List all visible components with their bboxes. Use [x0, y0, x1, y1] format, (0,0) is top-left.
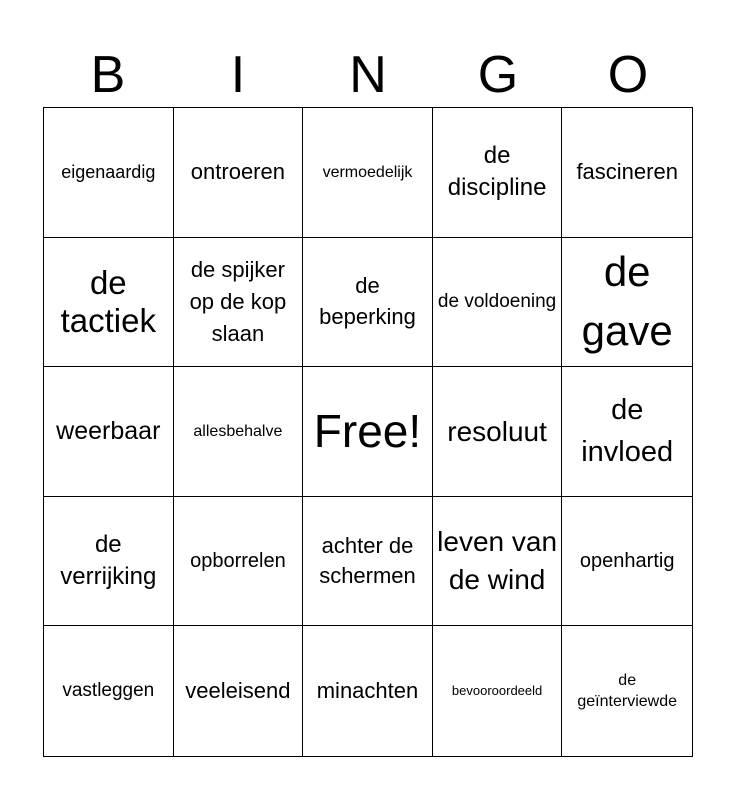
bingo-cell[interactable] [174, 238, 304, 368]
cell-text: resoluut [447, 415, 547, 447]
cell-text: minachten [316, 678, 419, 703]
bingo-cell[interactable] [174, 626, 304, 756]
header-letter-n: N [349, 46, 387, 104]
cell-text: de gave [581, 248, 673, 354]
header-letter-i: I [230, 46, 246, 104]
cell-text: eigenaardig [61, 161, 156, 182]
cell-text: allesbehalve [193, 422, 283, 440]
bingo-cell[interactable] [44, 108, 174, 238]
bingo-cell[interactable] [44, 626, 174, 756]
header-letter-g: G [477, 46, 519, 104]
header-letter-b: B [90, 46, 126, 104]
bingo-cell[interactable] [562, 367, 692, 497]
header-letter-o: O [607, 46, 649, 104]
cell-text: opborrelen [190, 550, 286, 573]
bingo-cell[interactable] [174, 108, 304, 238]
bingo-cell[interactable] [562, 626, 692, 756]
cell-text: vermoedelijk [322, 163, 413, 181]
bingo-cell[interactable] [562, 497, 692, 627]
bingo-cell[interactable] [44, 238, 174, 368]
bingo-header [43, 44, 693, 106]
cell-text: de geïnterviewde [577, 671, 677, 711]
cell-text: de beperking [319, 273, 416, 329]
bingo-cell[interactable] [562, 108, 692, 238]
cell-text: de tactiek [60, 263, 156, 339]
bingo-cell[interactable] [433, 367, 563, 497]
bingo-cell[interactable] [303, 238, 433, 368]
bingo-cell[interactable] [433, 497, 563, 627]
cell-text: veeleisend [185, 678, 291, 703]
free-space[interactable] [303, 367, 433, 497]
bingo-cell[interactable] [303, 626, 433, 756]
cell-text: de invloed [581, 394, 674, 469]
bingo-cell[interactable] [433, 626, 563, 756]
cell-text: vastleggen [62, 679, 155, 701]
bingo-cell[interactable] [433, 108, 563, 238]
cell-text: de spijker op de kop slaan [189, 257, 287, 346]
bingo-cell[interactable] [562, 238, 692, 368]
cell-text: de verrijking [60, 530, 157, 591]
cell-text: de voldoening [437, 290, 557, 312]
bingo-cell[interactable] [174, 367, 304, 497]
free-space-text: Free! [313, 404, 422, 457]
cell-text: openhartig [579, 550, 675, 573]
bingo-cell[interactable] [303, 108, 433, 238]
bingo-cell[interactable] [44, 367, 174, 497]
bingo-card-grid [43, 107, 693, 757]
cell-text: fascineren [576, 159, 678, 185]
bingo-cell[interactable] [433, 238, 563, 368]
cell-text: leven van de wind [437, 526, 558, 596]
bingo-cell[interactable] [303, 497, 433, 627]
cell-text: achter de schermen [319, 533, 416, 589]
cell-text: bevooroordeeld [451, 683, 543, 699]
cell-text: weerbaar [56, 417, 161, 446]
cell-text: ontroeren [190, 159, 285, 185]
cell-text: de discipline [447, 141, 547, 202]
bingo-cell[interactable] [174, 497, 304, 627]
bingo-cell[interactable] [44, 497, 174, 627]
